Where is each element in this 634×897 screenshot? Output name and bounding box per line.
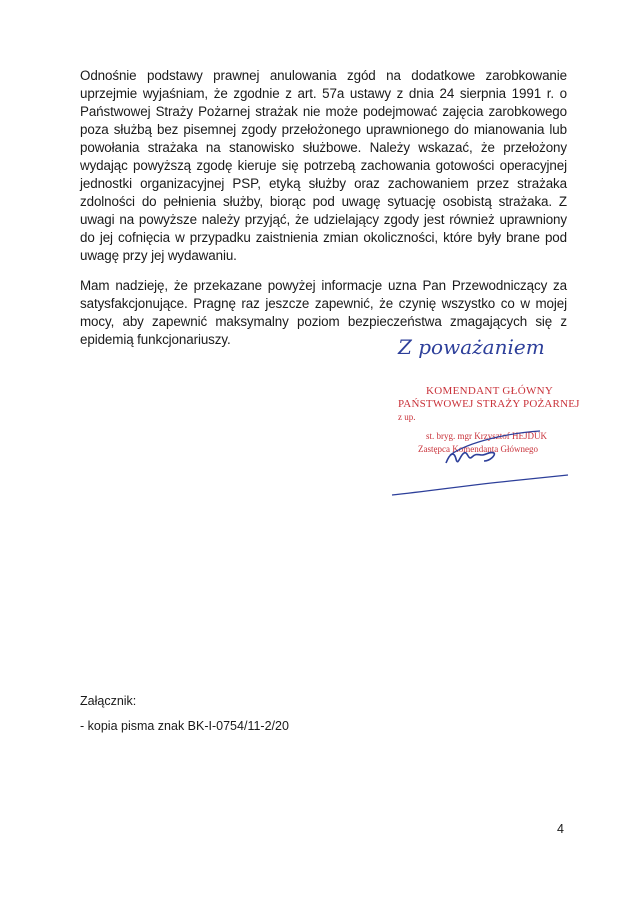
attachments-heading: Załącznik:	[80, 694, 137, 708]
attachment-item: - kopia pisma znak BK-I-0754/11-2/20	[80, 719, 289, 733]
attachments-section	[80, 692, 289, 735]
handwritten-signature-icon	[390, 411, 590, 501]
stamp-signatory-name: st. bryg. mgr Krzysztof HEJDUK	[426, 431, 547, 441]
handwritten-greeting: Z poważaniem	[398, 335, 545, 359]
stamp-on-behalf: z up.	[398, 412, 416, 422]
page-number: 4	[557, 822, 564, 836]
paragraph-legal-basis: Odnośnie podstawy prawnej anulowania zgód na dodatkowe zarobkowanie uprzejmie wyjaśniam, że zgodnie z art. 57a ustawy z dnia 24 sierpnia 1991 r. o Państwowej Straży Pożarnej strażak nie może podejmować zajęcia zarobkowego poza służbą bez pisemnej zgody przełożonego uprawnionego do mianowania lub powołania strażaka na stanowisko służbowe. Należy wskazać, że przełożony wydając powyższą zgodę kieruje się potrzebą zachowania gotowości operacyjnej jednostki organizacyjnej PSP, etyką służby oraz zachowaniem przez strażaka zdolności do pełnienia służby, biorąc pod uwagę sytuację osobistą strażaka. Z uwagi na powyższe należy przyjąć, że udzielający zgody jest również uprawniony do jej cofnięcia w przypadku zaistnienia zmian okoliczności, które były brane pod uwagę przy jej wydawaniu.	[80, 68, 567, 263]
signature-block	[380, 335, 590, 465]
stamp-signatory-role: Zastępca Komendanta Głównego	[418, 444, 538, 454]
paragraph-closing: Mam nadzieję, że przekazane powyżej informacje uzna Pan Przewodniczący za satysfakcjonujące. Pragnę raz jeszcze zapewnić, że czynię wszystko co w mojej mocy, aby zapewnić maksymalny poziom bezpieczeństwa zmagających się z epidemią funkcjonariuszy.	[80, 278, 567, 347]
letter-body	[80, 67, 567, 361]
stamp-title: KOMENDANT GŁÓWNY	[426, 385, 554, 397]
stamp-institution: PAŃSTWOWEJ STRAŻY POŻARNEJ	[398, 398, 580, 410]
